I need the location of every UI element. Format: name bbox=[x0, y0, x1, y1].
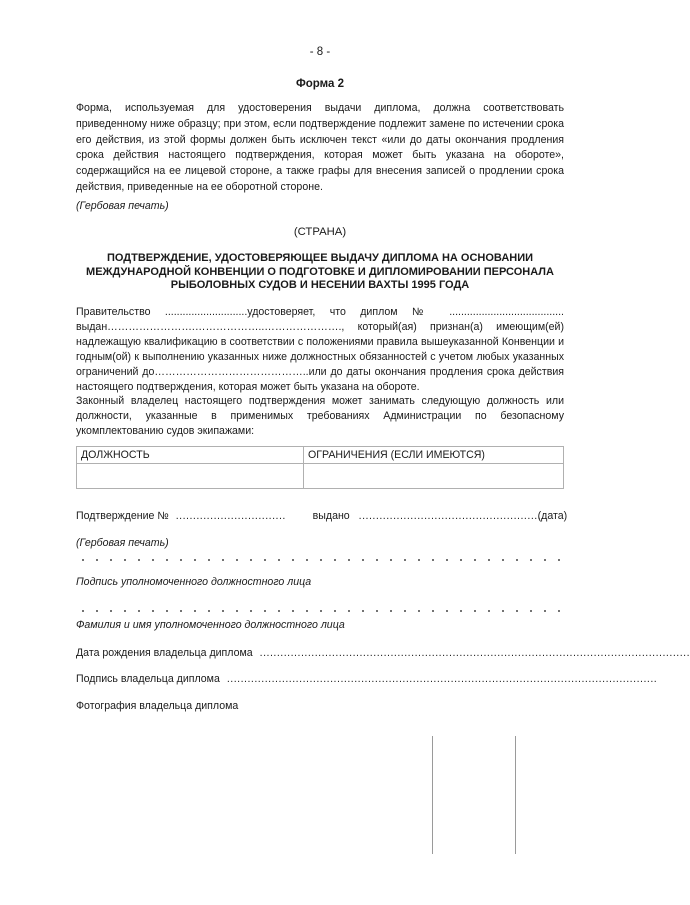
holder-signature-field[interactable]: ............................................................................................................................. bbox=[226, 673, 658, 685]
body-paragraph-capacity: Законный владелец настоящего подтверждения может занимать следующую должность или должности, указанные в применимых требованиях Администрации по безопасному укомплектованию судов экипажами: bbox=[76, 395, 564, 438]
holder-signature-row bbox=[76, 673, 658, 685]
body-paragraph-certification: Правительство ............................удостоверяет, что диплом № ....................................... выдан…………………….………………..…………………., который(ая) признан(а) имеющим(ей) надлежащую квалификацию в соответствии с положениями правила вышеуказанной Конвенции и годным(ой) к выполнению указанных ниже должностных обязанностей с учетом любых указанных ограничений до……………………………………..или до даты окончания продления срока действия настоящего подтверждения, которая может быть указана на обороте. bbox=[76, 306, 564, 393]
certificate-body bbox=[76, 305, 564, 439]
capacity-table bbox=[76, 446, 564, 489]
column-limitations: ОГРАНИЧЕНИЯ (ЕСЛИ ИМЕЮТСЯ) bbox=[304, 447, 564, 464]
confirmation-number-row bbox=[76, 510, 568, 522]
official-signature-label: Подпись уполномоченного должностного лица bbox=[76, 576, 312, 588]
holder-signature-label: Подпись владельца диплома bbox=[76, 673, 220, 685]
intro-paragraph: Форма, используемая для удостоверения выдачи диплома, должна соответствовать приведенному ниже образцу; при этом, если подтверждение подлежит замене по истечении срока его действия, из этой формы должен быть исключен текст «или до даты окончания продления срока действия настоящего подтверждения, которая может быть указана на обороте», содержащийся на ее лицевой стороне, а также графы для внесения записей о продлении срока действия, приведенные на ее оборотной стороне. bbox=[76, 102, 564, 193]
confirmation-number-field[interactable]: ................................ bbox=[175, 510, 286, 522]
page-number: - 8 - bbox=[309, 46, 331, 58]
issued-date-field[interactable]: ...................................................... bbox=[358, 510, 545, 522]
holder-dob-field[interactable]: ............................................................................................................................. bbox=[259, 647, 690, 659]
confirmation-number-label: Подтверждение № bbox=[76, 510, 169, 522]
date-label: (дата) bbox=[537, 510, 568, 522]
official-signature-line[interactable] bbox=[76, 559, 564, 561]
duty-cell[interactable] bbox=[77, 464, 304, 489]
issued-label: выдано bbox=[312, 510, 350, 522]
column-duty: ДОЛЖНОСТЬ bbox=[77, 447, 304, 464]
capacity-table-header bbox=[77, 447, 564, 464]
holder-photo-label: Фотография владельца диплома bbox=[76, 700, 239, 712]
seal-label-bottom: (Гербовая печать) bbox=[76, 537, 169, 549]
official-name-label: Фамилия и имя уполномоченного должностного лица bbox=[76, 619, 345, 631]
form-title: Форма 2 bbox=[295, 78, 345, 90]
photo-box[interactable] bbox=[432, 736, 516, 854]
limitations-cell[interactable] bbox=[304, 464, 564, 489]
holder-dob-row bbox=[76, 647, 690, 659]
capacity-table-row bbox=[77, 464, 564, 489]
country-label: (СТРАНА) bbox=[293, 226, 347, 238]
holder-dob-label: Дата рождения владельца диплома bbox=[76, 647, 253, 659]
certificate-heading: ПОДТВЕРЖДЕНИЕ, УДОСТОВЕРЯЮЩЕЕ ВЫДАЧУ ДИПЛОМА НА ОСНОВАНИИ МЕЖДУНАРОДНОЙ КОНВЕНЦИИ О ПОДГОТОВКЕ И ДИПЛОМИРОВАНИИ ПЕРСОНАЛА РЫБОЛОВНЫХ СУДОВ И НЕСЕНИИ ВАХТЫ 1995 ГОДА bbox=[86, 252, 554, 292]
official-name-line[interactable] bbox=[76, 610, 564, 612]
seal-label-top: (Гербовая печать) bbox=[76, 200, 169, 212]
